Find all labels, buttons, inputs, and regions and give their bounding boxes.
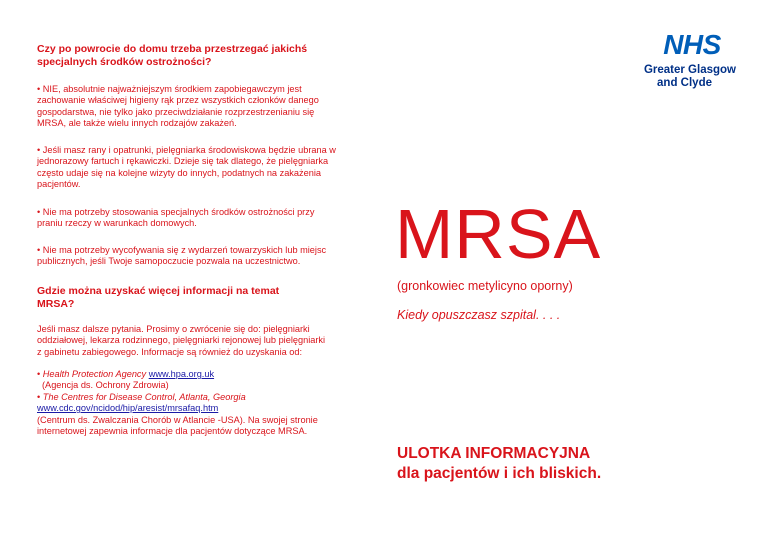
cdc-description: internetowej zapewnia informacje dla pacjentów dotyczące MRSA.: [37, 426, 308, 437]
text-line: Jeśli masz dalsze pytania. Prosimy o zwrócenie się do: pielęgniarki: [37, 324, 310, 334]
question-line: Czy po powrocie do domu trzeba przestrzegać jakichś: [37, 43, 308, 55]
nhs-wordmark: NHS: [663, 29, 721, 60]
paragraph-social-events: [37, 245, 372, 268]
hpa-translation: (Agencja ds. Ochrony Zdrowia): [42, 380, 169, 391]
hpa-link[interactable]: www.hpa.org.uk: [148, 369, 215, 379]
resource-hpa: • Health Protection Agency www.hpa.org.uk: [37, 369, 215, 379]
text-line: MRSA, ale także wielu innych rodzajów zakażeń.: [37, 118, 237, 129]
subtitle: (gronkowiec metylicyno oporny): [397, 279, 573, 293]
organisation-name: [634, 64, 736, 90]
text-line: gospodarstwa, nie tylko jako przeciwdziałanie rozprzestrzenianiu się: [37, 106, 315, 117]
text-line: publicznych, jeśli Twoje samopoczucie pozwala na uczestnictwo.: [37, 256, 301, 267]
text-line: praniu rzeczy w warunkach domowych.: [37, 218, 197, 229]
nhs-logo: [634, 30, 736, 90]
cdc-name: The Centres for Disease Control, Atlanta, Georgia: [42, 391, 246, 402]
question-line: Gdzie można uzyskać więcej informacji na temat: [37, 285, 280, 297]
leaflet-heading: [397, 444, 601, 484]
text-line: pacjentów.: [37, 179, 81, 190]
question-line: MRSA?: [37, 298, 75, 310]
text-line: zachowanie właściwej higieny rąk przez wszystkich członków danego: [37, 95, 319, 106]
paragraph-wounds: [37, 145, 372, 191]
text-line: • Jeśli masz rany i opatrunki, pielęgniarka środowiskowa będzie ubrana w: [37, 145, 336, 155]
leaflet-line: ULOTKA INFORMACYJNA: [397, 445, 591, 462]
text-line: • Nie ma potrzeby stosowania specjalnych środków ostrożności przy: [37, 207, 315, 217]
paragraph-laundry: [37, 207, 372, 230]
text-line: • NIE, absolutnie najważniejszym środkiem zapobiegawczym jest: [37, 84, 302, 94]
cdc-link[interactable]: www.cdc.gov/ncidod/hip/aresist/mrsafaq.htm: [37, 403, 219, 414]
org-line: and Clyde: [657, 77, 712, 89]
resources-list: [37, 369, 372, 437]
text-line: z gabinetu zabiegowego. Informacje są również do uzyskania od:: [37, 346, 303, 357]
text-line: jednorazowy fartuch i rękawiczki. Dzieje się tak dlatego, że pielęgniarka: [37, 156, 329, 167]
cdc-description: (Centrum ds. Zwalczania Chorób w Atlancie -USA). Na swojej stronie: [37, 414, 318, 425]
question-home-precautions: [37, 43, 307, 69]
org-line: Greater Glasgow: [643, 64, 736, 76]
paragraph-contacts: [37, 324, 372, 358]
tagline: Kiedy opuszczasz szpital. . . .: [397, 308, 561, 322]
leaflet-line: dla pacjentów i ich bliskich.: [397, 465, 602, 482]
question-more-info: [37, 285, 279, 311]
hpa-name: Health Protection Agency: [42, 369, 147, 379]
resource-cdc: • The Centres for Disease Control, Atlanta, Georgia: [37, 391, 246, 402]
question-line: specjalnych środków ostrożności?: [37, 56, 212, 68]
text-line: oddziałowej, lekarza rodzinnego, pielęgniarki rejonowej lub pielęgniarki: [37, 335, 326, 346]
paragraph-hand-hygiene: [37, 84, 372, 130]
text-line: • Nie ma potrzeby wycofywania się z wydarzeń towarzyskich lub miejsc: [37, 245, 327, 255]
main-title: MRSA: [395, 195, 602, 273]
text-line: często udaje się na kolejne wizyty do innych, podatnych na zakażenia: [37, 167, 321, 178]
